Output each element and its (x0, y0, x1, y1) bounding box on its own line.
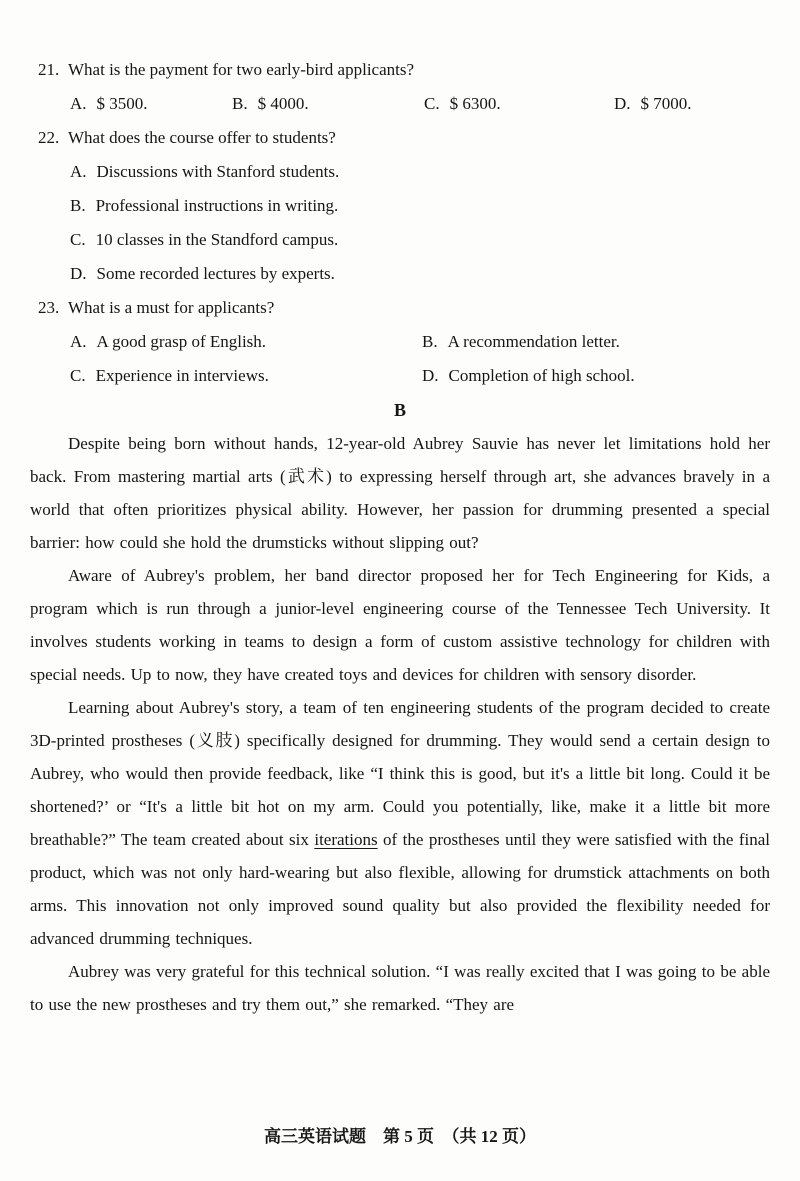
section-heading: B (393, 400, 406, 420)
option-label: C. (424, 94, 440, 113)
question-23 (30, 291, 770, 393)
option-label: B. (70, 196, 86, 215)
option-label: A. (70, 332, 87, 351)
question-23-options-row1 (30, 325, 770, 359)
option-text: $ 6300. (449, 94, 501, 113)
passage-paragraph-2: Aware of Aubrey's problem, her band director proposed her for Tech Engineering for Kids, a program which is run through a junior-level engineering course of the Tennessee Tech University. It involves students working in teams to design a form of custom assistive technology for children with special needs. Up to now, they have created toys and devices for children with sensory disorder. (30, 566, 770, 684)
question-number: 21. (38, 60, 60, 79)
question-number: 22. (38, 128, 60, 147)
option-label: A. (70, 94, 87, 113)
underlined-word-iterations: iterations (314, 830, 378, 849)
paragraph-3-text-continued: of the prostheses until they were satisfied with the final product, which was not only hard-wearing but also flexible, allowing for drumstick attachments on both arms. This innovation not only improved sound quality but also provided the flexibility needed for advanced drumming techniques. (30, 830, 770, 948)
question-text: What does the course offer to students? (68, 128, 336, 147)
option-text: $ 7000. (640, 94, 692, 113)
option-label: D. (422, 366, 439, 385)
question-21 (30, 53, 770, 121)
questions-block (30, 53, 770, 393)
question-23-stem (30, 291, 770, 325)
passage-paragraph-4: Aubrey was very grateful for this technical solution. “I was really excited that I was going to be able to use the new prostheses and try them out,” she remarked. “They are (30, 962, 770, 1014)
page-footer: 高三英语试题 第 5 页 （共 12 页） (264, 1127, 536, 1146)
option-text: Experience in interviews. (95, 366, 269, 385)
option-text: A good grasp of English. (96, 332, 267, 351)
option-text: Discussions with Stanford students. (96, 162, 340, 181)
option-22-d (70, 257, 770, 291)
option-text: Completion of high school. (448, 366, 635, 385)
option-label: D. (70, 264, 87, 283)
question-number: 23. (38, 298, 60, 317)
question-21-options (30, 87, 770, 121)
option-text: $ 4000. (257, 94, 309, 113)
question-22-stem (30, 121, 770, 155)
option-21-a (70, 87, 232, 121)
option-23-b (422, 325, 770, 359)
option-label: A. (70, 162, 87, 181)
option-label: C. (70, 366, 86, 385)
passage-paragraph-1: Despite being born without hands, 12-year-old Aubrey Sauvie has never let limitations hold her back. From mastering martial arts (武术) to expressing herself through art, she advances bravely in a world that often prioritizes physical ability. However, her passion for drumming presented a special barrier: how could she hold the drumsticks without slipping out? (30, 434, 770, 552)
option-21-d (614, 87, 770, 121)
passage-paragraph-3 (30, 691, 770, 955)
reading-passage (30, 427, 770, 1021)
option-22-a (70, 155, 770, 189)
question-text: What is a must for applicants? (68, 298, 275, 317)
question-22 (30, 121, 770, 291)
option-label: B. (422, 332, 438, 351)
question-22-options (30, 155, 770, 291)
option-label: D. (614, 94, 631, 113)
question-23-options-row2 (30, 359, 770, 393)
option-text: $ 3500. (96, 94, 148, 113)
option-text: Some recorded lectures by experts. (96, 264, 335, 283)
paragraph-3-text: Learning about Aubrey's story, a team of ten engineering students of the program decided to create 3D-printed prostheses (义肢) specifically designed for drumming. They would send a certain design to Aubrey, who would then provide feedback, like “I think this is good, but it's a little bit long. Could it be shortened?’ or “It's a little bit hot on my arm. Could you potentially, like, make it a little bit more breathable?” The team created about six (30, 698, 770, 849)
option-text: Professional instructions in writing. (95, 196, 339, 215)
option-text: A recommendation letter. (447, 332, 620, 351)
option-23-a (70, 325, 422, 359)
question-21-stem (30, 53, 770, 87)
option-text: 10 classes in the Standford campus. (95, 230, 339, 249)
option-label: B. (232, 94, 248, 113)
option-label: C. (70, 230, 86, 249)
option-23-c (70, 359, 422, 393)
option-21-b (232, 87, 424, 121)
option-23-d (422, 359, 770, 393)
question-text: What is the payment for two early-bird applicants? (68, 60, 415, 79)
option-22-b (70, 189, 770, 223)
option-22-c (70, 223, 770, 257)
option-21-c (424, 87, 614, 121)
